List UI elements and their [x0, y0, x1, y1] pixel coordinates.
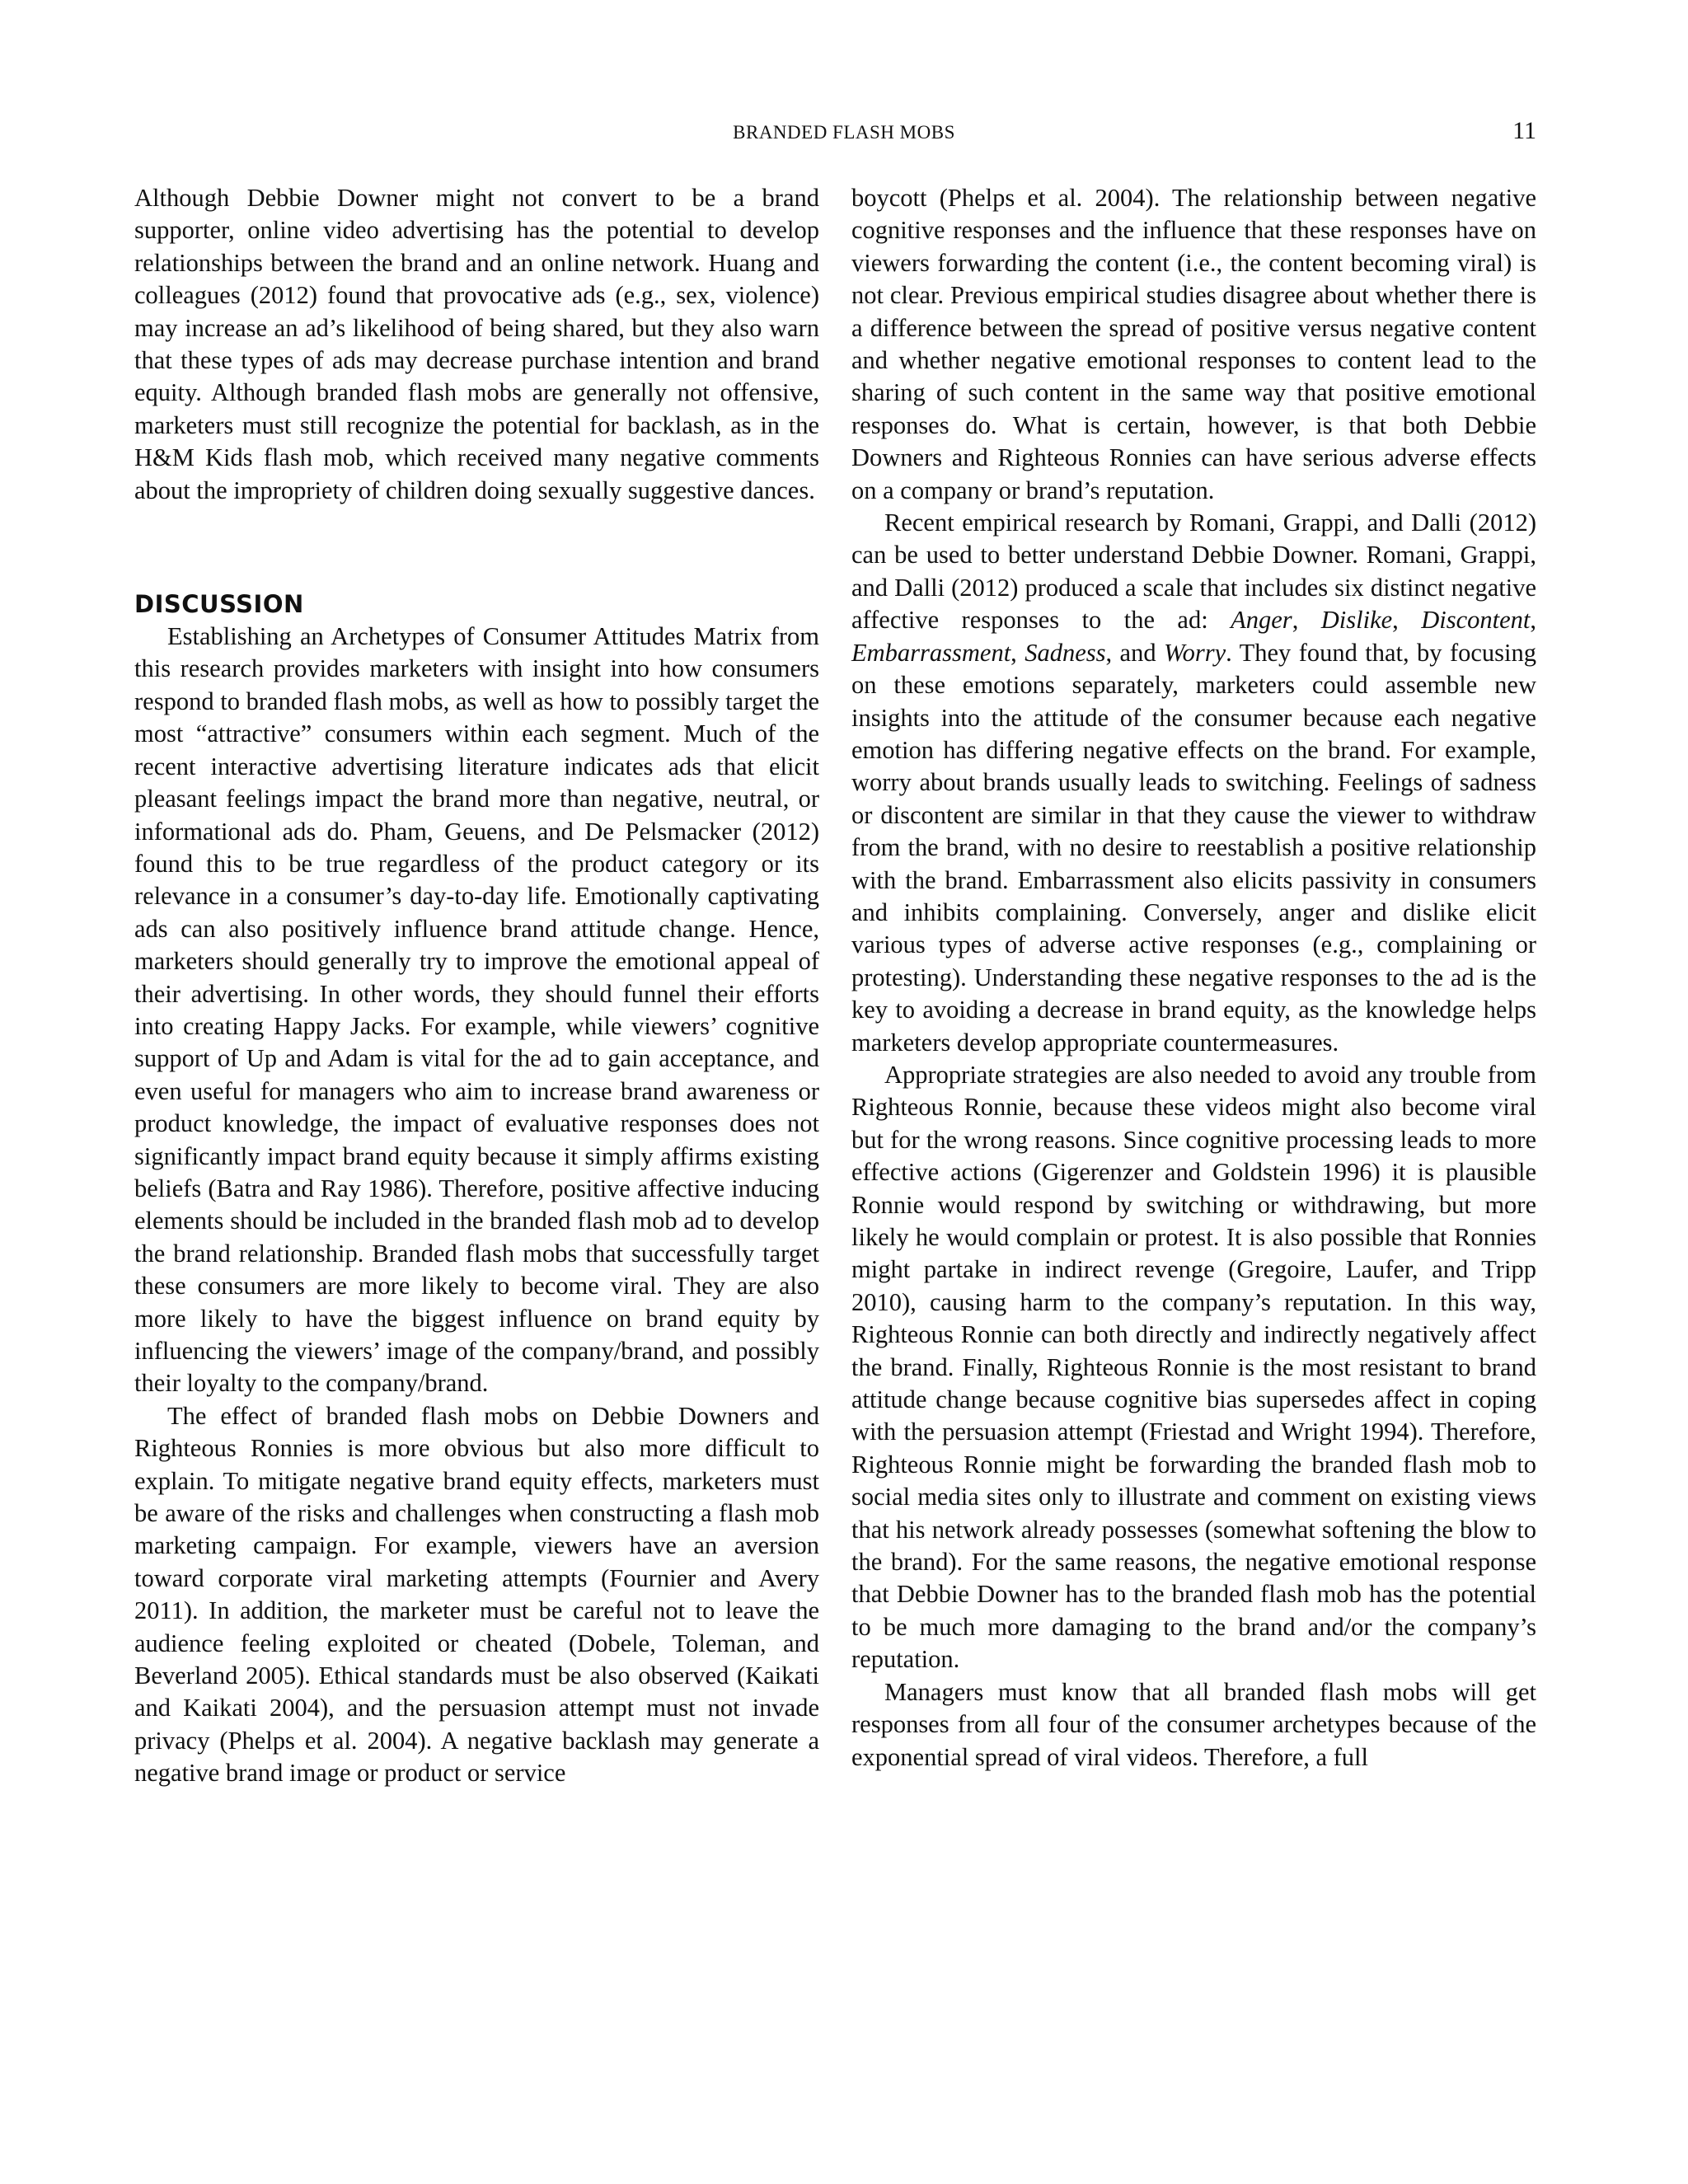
paragraph: boycott (Phelps et al. 2004). The relationship between negative cognitive responses and the influence that these responses have on viewers forwarding the content (i.e., the content becoming viral) is not clear. Previous empirical studies disagree about whether there is a difference between the spread of positive versus negative content and whether negative emotional responses to content lead to the sharing of such content in the same way that positive emotional responses do. What is certain, however, is that both Debbie Downers and Righteous Ronnies can have serious adverse effects on a company or brand’s reputation.	[851, 184, 1536, 504]
section-heading-discussion: DISCUSSION	[134, 590, 304, 619]
separator: ,	[1292, 606, 1321, 635]
paragraph: The effect of branded flash mobs on Debbie Downers and Righteous Ronnies is more obvious but also more difficult to explain. To mitigate negative brand equity effects, marketers must be aware of the risks and challenges when constructing a flash mob marketing campaign. For example, viewers have an aversion toward corporate viral marketing attempts (Fournier and Avery 2011). In addition, the marketer must be careful not to leave the audience feeling exploited or cheated (Dobele, Toleman, and Beverland 2005). Ethical standards must be also observed (Kaikati and Kaikati 2004), and the persuasion attempt must not invade privacy (Phelps et al. 2004). A negative backlash may generate a negative brand image or product or service	[134, 1401, 819, 1788]
emotion-term: Dislike	[1320, 606, 1393, 635]
paragraph-emotions	[851, 507, 1536, 1059]
emotion-term: Anger	[1231, 606, 1292, 635]
left-column	[134, 182, 819, 1790]
separator: ,	[1392, 606, 1422, 635]
separator: , and	[1105, 638, 1164, 667]
paragraph: Managers must know that all branded flash mobs will get responses from all four of the consumer archetypes because of the exponential spread of viral videos. Therefore, a full	[851, 1677, 1536, 1771]
paragraph-text: Recent empirical research by Romani, Grappi, and Dalli (2012) can be used to better understand Debbie Downer. Romani, Grappi, and Dalli (2012) produced a scale that includes six distinct negative affective responses to the ad:	[851, 509, 1536, 635]
paragraph-text: . They found that, by focusing on these emotions separately, marketers could assemble new insights into the attitude of the consumer because each negative emotion has differing negative effects on the brand. For example, worry about brands usually leads to switching. Feelings of sadness or discontent are similar in that they cause the viewer to withdraw from the brand, with no desire to reestablish a positive relationship with the brand. Embarrassment also elicits passivity in consumers and inhibits complaining. Conversely, anger and dislike elicit various types of adverse active responses (e.g., complaining or protesting). Understanding these negative responses to the ad is the key to avoiding a decrease in brand equity, as the knowledge helps marketers develop appropriate countermeasures.	[851, 638, 1537, 1057]
emotion-term: Discontent	[1421, 606, 1531, 635]
emotion-term: Sadness	[1025, 638, 1106, 667]
paragraph: Establishing an Archetypes of Consumer Attitudes Matrix from this research provides marketers with insight into how consumers respond to branded flash mobs, as well as how to possibly target the most “attractive” consumers within each segment. Much of the recent interactive advertising literature indicates ads that elicit pleasant feelings impact the brand more than negative, neutral, or informational ads do. Pham, Geuens, and De Pelsmacker (2012) found this to be true regardless of the product category or its relevance in a consumer’s day-to-day life. Emotionally captivating ads can also positively influence brand attitude change. Hence, marketers should generally try to improve the emotional appeal of their advertising. In other words, they should funnel their efforts into creating Happy Jacks. For example, while viewers’ cognitive support of Up and Adam is vital for the ad to gain acceptance, and even useful for managers who aim to increase brand awareness or product knowledge, the impact of evaluative responses does not significantly impact brand equity because it simply affirms existing beliefs (Batra and Ray 1986). Therefore, positive affective inducing elements should be included in the branded flash mob ad to develop the brand relationship. Branded flash mobs that successfully target these consumers are more likely to become viral. They are also more likely to have the biggest influence on brand equity by influencing the viewers’ image of the company/brand, and possibly their loyalty to the company/brand.	[134, 622, 819, 1398]
separator: ,	[1010, 638, 1025, 667]
paragraph: Although Debbie Downer might not convert to be a brand supporter, online video advertising has the potential to develop relationships between the brand and an online network. Huang and colleagues (2012) found that provocative ads (e.g., sex, violence) may increase an ad’s likelihood of being shared, but they also warn that these types of ads may decrease purchase intention and brand equity. Although branded flash mobs are generally not offensive, marketers must still recognize the potential for backlash, as in the H&M Kids flash mob, which received many negative comments about the impropriety of children doing sexually suggestive dances.	[134, 184, 819, 504]
emotion-term: Embarrassment	[851, 638, 1011, 667]
running-head: BRANDED FLASH MOBS	[733, 122, 955, 143]
right-column	[851, 182, 1536, 1774]
emotion-term: Worry	[1164, 638, 1226, 667]
separator: ,	[1530, 606, 1536, 635]
paragraph: Appropriate strategies are also needed to avoid any trouble from Righteous Ronnie, because these videos might also become viral but for the wrong reasons. Since cognitive processing leads to more effective actions (Gigerenzer and Goldstein 1996) it is plausible Ronnie would respond by switching or withdrawing, but more likely he would complain or protest. It is also possible that Ronnies might partake in indirect revenge (Gregoire, Laufer, and Tripp 2010), causing harm to the company’s reputation. In this way, Righteous Ronnie can both directly and indirectly negatively affect the brand. Finally, Righteous Ronnie is the most resistant to brand attitude change because cognitive bias supersedes affect in coping with the persuasion attempt (Friestad and Wright 1994). Therefore, Righteous Ronnie might be forwarding the branded flash mob to social media sites only to illustrate and comment on existing views that his network already possesses (somewhat softening the blow to the brand). For the same reasons, the negative emotional response that Debbie Downer has to the branded flash mob has the potential to be much more damaging to the brand and/or the company’s reputation.	[851, 1060, 1536, 1674]
page-number: 11	[1512, 117, 1536, 144]
